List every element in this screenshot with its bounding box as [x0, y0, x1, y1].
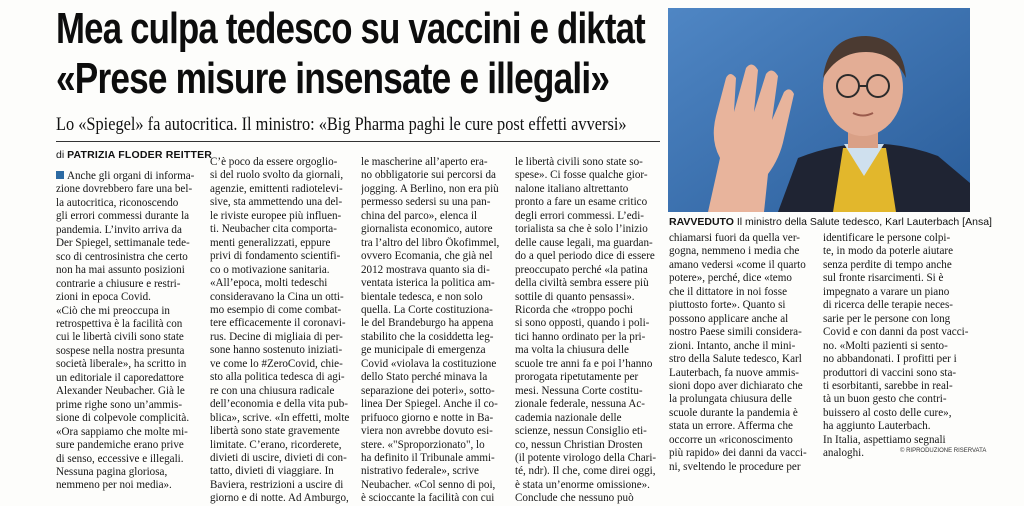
article-line: scuole durante la pandemia è: [669, 406, 798, 419]
article-line: di senso, eccessive e illegali.: [56, 452, 184, 465]
article-line: contrarie a chiusure e restri-: [56, 277, 181, 290]
article-line: Covid «violava la costituzione: [361, 357, 497, 370]
headline-line-2: «Prese misure insensate e illegali»: [56, 54, 610, 103]
article-line: giornalista economico, autore: [361, 223, 493, 236]
article-line: sul fronte risarcimenti. Si è: [823, 272, 944, 285]
article-line: potere», perché, dice «temo: [669, 272, 792, 285]
article-line: sarie per le persone con long: [823, 312, 951, 325]
article-line: te, in modo da poterle aiutare: [823, 245, 953, 258]
article-line: sione di colpevole complicità.: [56, 412, 190, 425]
article-line: no obbligatorie sui percorsi da: [361, 169, 496, 182]
article-line: possono applicare anche al: [669, 312, 789, 325]
article-line: la prolungata chiusura delle: [669, 393, 792, 406]
article-line: zioni in epoca Covid.: [56, 291, 151, 304]
article-line: Anche gli organi di informa-: [56, 170, 206, 183]
article-line: agenzie, emittenti radiotelevi-: [210, 182, 343, 195]
article-line: è scioccante la facilità con cui: [361, 492, 495, 505]
byline-author: PATRIZIA FLODER REITTER: [67, 149, 213, 161]
article-line: stere. «"Sproporzionato", lo: [361, 438, 485, 451]
article-line: limitate. C’erano, ricorderete,: [210, 438, 342, 451]
article-line: le libertà civili sono state so-: [515, 156, 643, 168]
article-line: divieti di uscire, divieti di con-: [210, 451, 347, 464]
byline-prefix: di: [56, 149, 65, 161]
article-line: senza perdite di tempo anche: [823, 258, 952, 271]
article-line: mo esempio di come combat-: [210, 303, 342, 316]
article-line: ha definito il Tribunale ammi-: [361, 451, 495, 464]
article-line: analoghi.: [823, 447, 864, 460]
article-line: le mascherine all’aperto era-: [361, 156, 488, 168]
article-line: stro della Salute tedesco, Karl: [669, 353, 802, 366]
article-column-1: [56, 170, 206, 493]
article-line: ovvero Ecomania, che già nel: [361, 250, 493, 263]
article-line: ni, sveltendo le procedure per: [669, 460, 801, 473]
article-line: ge municipale di emergenza: [361, 344, 486, 357]
article-line: Baviera, restrizioni a uscire di: [210, 478, 344, 491]
article-line: libertà sono state gravemente: [210, 425, 340, 438]
article-line: «Ciò che mi preoccupa in: [56, 304, 170, 317]
copyright-notice: © RIPRODUZIONE RISERVATA: [900, 448, 987, 454]
article-line: Lauterbach, fa nuove ammis-: [669, 366, 799, 379]
article-line: sottile di quanto pensassi».: [515, 290, 635, 303]
article-line: menti generalizzati, eppure: [210, 236, 331, 249]
article-line: scienze, nessun Consiglio eti-: [515, 425, 647, 438]
article-line: Ricorda che «troppo pochi: [515, 303, 633, 316]
article-line: la autocritica, riconoscendo: [56, 196, 179, 209]
article-line: si del ruolo svolto da giornali,: [210, 169, 344, 182]
article-line: delle cause legali, ma guardan-: [515, 236, 653, 249]
article-line: jogging. A Berlino, non era più: [361, 182, 499, 195]
headline-line-1: Mea culpa tedesco su vaccini e diktat: [56, 4, 645, 53]
article-line: nostro Paese simili considera-: [669, 326, 802, 339]
article-line: nalone italiano altrettanto: [515, 182, 629, 195]
article-line: zioni. Intanto, anche il mini-: [669, 339, 796, 352]
news-photo: [668, 8, 970, 212]
article-line: linea Der Spiegel. Anche il co-: [361, 398, 498, 411]
article-column-6: [823, 232, 973, 461]
article-line: Der Spiegel, settimanale tede-: [56, 237, 190, 250]
article-line: zione dovrebbero fare una bel-: [56, 183, 193, 196]
article-line: ve come lo #ZeroCovid, chie-: [210, 357, 343, 370]
article-line: blica», scrive. «In effetti, molte: [210, 411, 350, 424]
article-line: co o motivazione sanitaria.: [210, 263, 330, 276]
article-line: non ha mai assunto posizioni: [56, 264, 185, 277]
article-line: «All’epoca, molti tedeschi: [210, 277, 328, 290]
article-line: prime righe sono un’ammis-: [56, 398, 183, 411]
article-line: tere efficacemente il coronavi-: [210, 317, 346, 330]
article-column-5: [669, 232, 817, 474]
article-line: co, nessun Christian Drosten: [515, 438, 643, 451]
article-line: società liberale», ha scritto in: [56, 358, 187, 371]
article-line: nistrativo federale», scrive: [361, 465, 479, 478]
article-line: bientale tedesca, e non solo: [361, 290, 483, 303]
article-line: cademia nazionale delle: [515, 411, 622, 424]
article-line: quella. La Corte costituziona-: [361, 303, 493, 316]
article-line: torialista sa che è solo l’inizio: [515, 223, 648, 236]
article-line: amano vedersi «come il quarto: [669, 258, 806, 271]
subheadline: Lo «Spiegel» fa autocritica. Il ministro: «Big Pharma paghi le cure post effetti avversi»: [56, 114, 627, 135]
article-line: separazione dei poteri», sotto-: [361, 384, 495, 397]
article-line: no. «Molti pazienti si sento-: [823, 339, 948, 352]
article-line: no abbandonati. I profitti per i: [823, 353, 957, 366]
article-line: In Italia, aspettiamo segnali: [823, 433, 946, 446]
section-marker-icon: [56, 171, 64, 179]
article-line: ventata isterica la politica am-: [361, 277, 495, 290]
article-line: rus. Decine di migliaia di per-: [210, 330, 343, 343]
article-line: gli errori commessi durante la: [56, 210, 190, 223]
article-line: Alexander Neubacher. Già le: [56, 385, 185, 398]
article-line: do a quel periodo dice di essere: [515, 250, 655, 263]
article-line: degli errori commessi. L’edi-: [515, 209, 644, 222]
article-line: permesso sedersi su una pan-: [361, 196, 491, 209]
article-line: té, ndr). Il che, come direi oggi,: [515, 465, 656, 478]
article-line: C’è poco da essere orgoglio-: [210, 156, 338, 168]
article-line: di ricerca delle terapie neces-: [823, 299, 953, 312]
article-line: prifuoco giorno e notte in Ba-: [361, 411, 494, 424]
article-column-3: [361, 156, 507, 506]
article-line: scuole tre anni fa e poi l’hanno: [515, 357, 653, 370]
byline: [56, 149, 212, 161]
article-line: sto alla politica tedesca di agi-: [210, 371, 345, 384]
article-line: Conclude che nessuno può: [515, 492, 634, 505]
article-line: prorogata ripetutamente per: [515, 371, 639, 384]
article-line: privi di fondamento scientifi-: [210, 250, 341, 263]
article-column-4: [515, 156, 663, 506]
minister-photo-illustration: [668, 8, 970, 212]
article-line: preoccupato perché «la patina: [515, 263, 648, 276]
article-line: tra l’altro del libro Ökofimmel,: [361, 236, 500, 249]
article-line: le del Brandeburgo ha appena: [361, 317, 494, 330]
article-column-2: [210, 156, 354, 506]
article-line: zionale federale, nessuna Ac-: [515, 398, 645, 411]
article-line: che il dittatore in noi fosse: [669, 285, 787, 298]
article-line: identificare le persone colpi-: [823, 232, 951, 244]
article-line: viera non avrebbe dovuto esi-: [361, 425, 493, 438]
article-line: «Ora sappiamo che molte mi-: [56, 425, 188, 438]
article-line: consideravano la Cina un otti-: [210, 290, 344, 303]
article-line: più rapido» dei danni da vacci-: [669, 447, 807, 460]
article-line: dell’economia e della vita pub-: [210, 398, 349, 411]
article-line: stata un errore. Afferma che: [669, 420, 793, 433]
article-line: Neubacher. «Col senno di poi,: [361, 478, 496, 491]
article-line: ti esorbitanti, sarebbe in real-: [823, 379, 953, 392]
article-line: mesi. Nessuna Corte costitu-: [515, 384, 643, 397]
article-line: giorno e di notte. Ad Amburgo,: [210, 492, 349, 505]
article-line: sure pandemiche erano prive: [56, 439, 184, 452]
divider: [56, 141, 660, 142]
article-line: 2012 mostrava quanto sia di-: [361, 263, 490, 276]
article-line: Nessuna pagina gloriosa,: [56, 465, 168, 478]
article-line: ma volta la chiusura delle: [515, 344, 629, 357]
article-line: della civiltà sembra essere più: [515, 277, 649, 290]
article-line: sioni dopo aver dichiarato che: [669, 379, 803, 392]
article-line: ha aggiunto Lauterbach.: [823, 420, 931, 433]
article-line: piuttosto forte». Quanto si: [669, 299, 786, 312]
article-line: un editoriale il caporedattore: [56, 371, 184, 384]
caption-label: RAVVEDUTO: [669, 216, 734, 228]
article-line: pronto a fare un esame critico: [515, 196, 648, 209]
article-line: occorre un «riconoscimento: [669, 433, 793, 446]
caption-text: Il ministro della Salute tedesco, Karl Lauterbach [Ansa]: [736, 216, 992, 228]
article-line: produttori di vaccini sono sta-: [823, 366, 957, 379]
article-line: pandemia. L’invito arriva da: [56, 223, 182, 236]
article-line: Covid e con danni da post vacci-: [823, 326, 969, 339]
article-line: buissero al costo delle cure»,: [823, 406, 952, 419]
article-line: impegnato a varare un piano: [823, 285, 950, 298]
article-line: sospese nella nostra presunta: [56, 344, 185, 357]
article-line: le riviste europee più influen-: [210, 209, 342, 222]
article-line: ti. Neubacher cita comporta-: [210, 223, 337, 236]
article-line: tà un buon gesto che contri-: [823, 393, 947, 406]
article-line: sone hanno sostenuto iniziati-: [210, 344, 343, 357]
article-line: sive, sta ammettendo una del-: [210, 196, 343, 209]
article-line: china del parco», elenca il: [361, 209, 478, 222]
photo-caption: [669, 216, 992, 228]
article-line: tatto, divieti di viaggiare. In: [210, 465, 334, 478]
article-line: spese». Ci fosse qualche gior-: [515, 169, 648, 182]
article-line: sco di centrosinistra che certo: [56, 250, 188, 263]
article-line: (il potente virologo della Chari-: [515, 451, 657, 464]
article-line: re con una chiusura radicale: [210, 384, 335, 397]
article-line: retrospettiva è la facilità con: [56, 317, 183, 330]
article-line: tici hanno ordinato per la pri-: [515, 330, 646, 343]
article-line: gogna, nemmeno i media che: [669, 245, 800, 258]
article-line: si sono opposti, quando i poli-: [515, 317, 650, 330]
article-line: è stata un’enorme omissione».: [515, 478, 650, 491]
article-line: nemmeno per noi media».: [56, 479, 172, 492]
article-line: chiamarsi fuori da quella ver-: [669, 232, 800, 244]
article-line: stabilito che la cosiddetta leg-: [361, 330, 494, 343]
article-line: cui le libertà civili sono state: [56, 331, 184, 344]
article-line: dello Stato perché minava la: [361, 371, 488, 384]
